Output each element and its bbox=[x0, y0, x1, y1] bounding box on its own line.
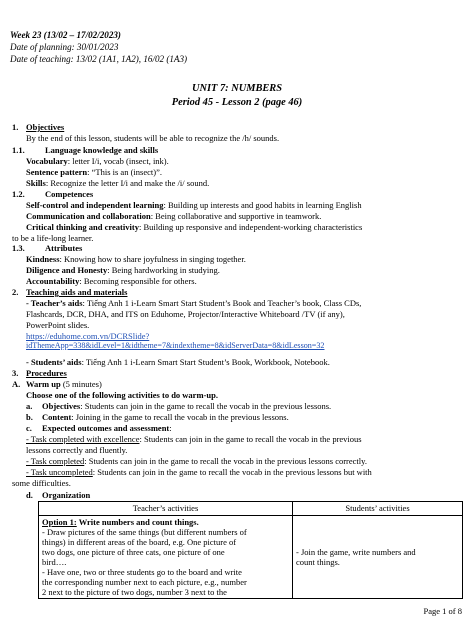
task-excellent-cont: lessons correctly and fluently. bbox=[26, 445, 128, 455]
comp-heading: Competences bbox=[45, 189, 94, 199]
critical-line: Critical thinking and creativity: Building up responsive and independent-working characteristics bbox=[26, 222, 363, 232]
student-step: - Join the game, write numbers and bbox=[296, 547, 416, 557]
aids-number: 2. bbox=[12, 287, 19, 297]
communication-line: Communication and collaboration: Being collaborative and supportive in teamwork. bbox=[26, 211, 322, 221]
eduhome-link-cont[interactable]: idThemeApp=338&idLevel=1&idtheme=7&indextheme=8&idServerData=8&idLesson=32 bbox=[26, 341, 325, 350]
content-letter: b. bbox=[26, 412, 33, 422]
task-excellent-line: - Task completed with excellence: Students can join in the game to recall the vocab in the previous bbox=[26, 434, 362, 444]
eduhome-link[interactable]: https://eduhome.com.vn/DCRSlide? bbox=[26, 331, 150, 341]
teacher-activities-cell bbox=[39, 516, 293, 599]
accountability-line: Accountability: Becoming responsible for others. bbox=[26, 276, 197, 286]
objectives-number: 1. bbox=[12, 122, 19, 132]
student-step: count things. bbox=[296, 557, 340, 567]
expected-letter: c. bbox=[26, 423, 32, 433]
teacher-step: 2 next to the picture of two dogs, number 3 next to the bbox=[42, 587, 227, 597]
lang-number: 1.1. bbox=[12, 145, 25, 155]
teacher-step: the corresponding number next to each picture, e.g., number bbox=[42, 577, 247, 587]
activities-table bbox=[38, 501, 463, 599]
critical-line-cont: to be a life-long learner. bbox=[12, 233, 94, 243]
objectives-heading: Objectives bbox=[26, 122, 65, 132]
objectives-intro: By the end of this lesson, students will be able to recognize the /h/ sounds. bbox=[26, 133, 280, 143]
warmup-heading: Warm up (5 minutes) bbox=[26, 379, 102, 389]
page-number: Page 1 of 8 bbox=[423, 606, 462, 616]
comp-number: 1.2. bbox=[12, 189, 25, 199]
students-activities-header: Students’ activities bbox=[293, 502, 463, 516]
procedures-heading: Procedures bbox=[26, 368, 67, 378]
warmup-objectives: Objectives: Students can join in the game to recall the vocab in the previous lessons. bbox=[42, 401, 332, 411]
procedures-number: 3. bbox=[12, 368, 19, 378]
diligence-line: Diligence and Honesty: Being hardworking in studying. bbox=[26, 265, 220, 275]
teacher-step: things) in different areas of the board, e.g. One picture of bbox=[42, 537, 237, 547]
teacher-activities-header: Teacher’s activities bbox=[39, 502, 293, 516]
organization-letter: d. bbox=[26, 490, 33, 500]
students-activities-cell bbox=[293, 516, 463, 599]
lang-heading: Language knowledge and skills bbox=[45, 145, 159, 155]
objectives-letter: a. bbox=[26, 401, 33, 411]
attr-heading: Attributes bbox=[45, 243, 83, 253]
task-uncompleted-cont: some difficulties. bbox=[12, 478, 71, 488]
teacher-aids-line-3: PowerPoint slides. bbox=[26, 320, 90, 330]
table-header-row bbox=[39, 502, 463, 516]
vocab-line: Vocabulary: letter I/i, vocab (insect, ink). bbox=[26, 156, 169, 166]
teacher-step: - Have one, two or three students go to the board and write bbox=[42, 567, 242, 577]
unit-title: UNIT 7: NUMBERS bbox=[191, 83, 283, 94]
table-row bbox=[39, 516, 463, 599]
teacher-step: bird…. bbox=[42, 557, 67, 567]
organization-heading: Organization bbox=[42, 490, 91, 500]
task-completed-line: - Task completed: Students can join in the game to recall the vocab in the previous lessons correctly. bbox=[26, 456, 367, 466]
teacher-step: - Draw pictures of the same things (but different numbers of bbox=[42, 527, 247, 537]
choose-line: Choose one of the following activities to do warm-up. bbox=[26, 390, 218, 400]
self-control-line: Self-control and independent learning: Building up interests and good habits in learning English bbox=[26, 200, 362, 210]
week-line: Week 23 (13/02 – 17/02/2023) bbox=[10, 30, 121, 40]
teacher-aids-line-2: Flashcards, DCR, DHA, and ITS on Eduhome, Projector/Interactive Whiteboard /TV (if any), bbox=[26, 309, 345, 319]
planning-date: Date of planning: 30/01/2023 bbox=[10, 42, 119, 52]
skills-line: Skills: Recognize the letter I/i and make the /i/ sound. bbox=[26, 178, 210, 188]
expected-heading: Expected outcomes and assessment: bbox=[42, 423, 172, 433]
option-line: Option 1: Write numbers and count things. bbox=[42, 517, 199, 527]
kindness-line: Kindness: Knowing how to share joyfulness in singing together. bbox=[26, 254, 246, 264]
warmup-letter: A. bbox=[12, 379, 21, 389]
warmup-content: Content: Joining in the game to recall the vocab in the previous lessons. bbox=[42, 412, 289, 422]
teacher-step: two dogs, one picture of three cats, one picture of one bbox=[42, 547, 225, 557]
students-aids-line: - Students’ aids: Tiếng Anh 1 i-Learn Smart Start Student’s Book, Workbook, Notebook. bbox=[26, 357, 330, 367]
pattern-line: Sentence pattern: “This is an (insect)”. bbox=[26, 167, 162, 177]
teacher-aids-line: - Teacher’s aids: Tiếng Anh 1 i-Learn Smart Start Student’s Book and Teacher’s book, Class CDs, bbox=[26, 298, 362, 308]
attr-number: 1.3. bbox=[12, 243, 25, 253]
task-uncompleted-line: - Task uncompleted: Students can join in the game to recall the vocab in the previous lessons but with bbox=[26, 467, 372, 477]
teaching-date: Date of teaching: 13/02 (1A1, 1A2), 16/02 (1A3) bbox=[10, 54, 188, 64]
aids-heading: Teaching aids and materials bbox=[26, 287, 128, 297]
period-title: Period 45 - Lesson 2 (page 46) bbox=[171, 97, 303, 108]
